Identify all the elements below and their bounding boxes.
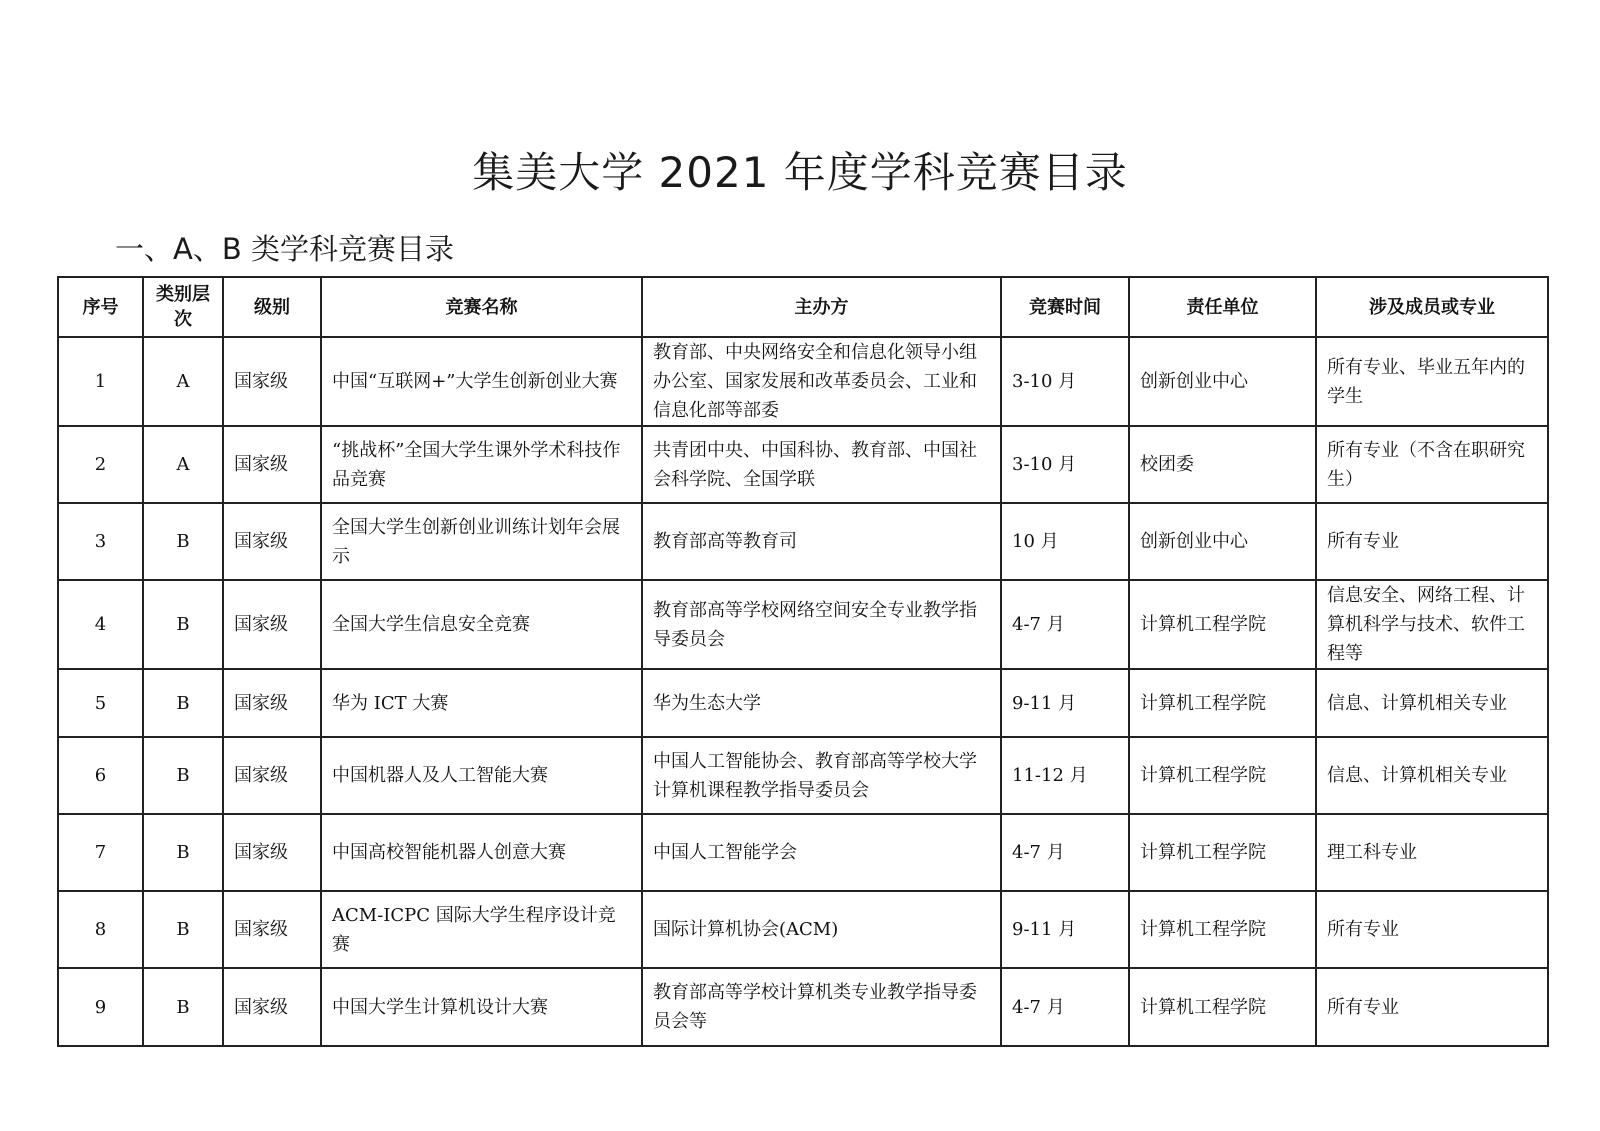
cell-time: 4-7 月 bbox=[1001, 580, 1129, 669]
competition-table bbox=[57, 276, 1549, 1047]
cell-time: 4-7 月 bbox=[1001, 814, 1129, 891]
cell-level: 国家级 bbox=[223, 814, 321, 891]
cell-level: 国家级 bbox=[223, 669, 321, 737]
table-header-row bbox=[58, 277, 1548, 337]
cell-organizer: 共青团中央、中国科协、教育部、中国社会科学院、全国学联 bbox=[642, 426, 1001, 503]
cell-time: 9-11 月 bbox=[1001, 669, 1129, 737]
cell-index: 2 bbox=[58, 426, 143, 503]
cell-time: 9-11 月 bbox=[1001, 891, 1129, 968]
cell-index: 3 bbox=[58, 503, 143, 580]
cell-time: 3-10 月 bbox=[1001, 337, 1129, 426]
cell-participants: 所有专业、毕业五年内的学生 bbox=[1316, 337, 1548, 426]
table-row bbox=[58, 814, 1548, 891]
cell-category: B bbox=[143, 891, 223, 968]
cell-index: 6 bbox=[58, 737, 143, 814]
table-row bbox=[58, 580, 1548, 669]
cell-responsible-unit: 计算机工程学院 bbox=[1129, 968, 1316, 1046]
header-organizer: 主办方 bbox=[642, 277, 1001, 337]
cell-level: 国家级 bbox=[223, 426, 321, 503]
cell-time: 11-12 月 bbox=[1001, 737, 1129, 814]
section-heading: 一、A、B 类学科竞赛目录 bbox=[115, 232, 454, 266]
table-row bbox=[58, 337, 1548, 426]
cell-category: B bbox=[143, 503, 223, 580]
cell-competition-name: 华为 ICT 大赛 bbox=[321, 669, 642, 737]
cell-participants: 信息、计算机相关专业 bbox=[1316, 669, 1548, 737]
cell-competition-name: 中国“互联网+”大学生创新创业大赛 bbox=[321, 337, 642, 426]
cell-participants: 信息、计算机相关专业 bbox=[1316, 737, 1548, 814]
cell-participants: 所有专业 bbox=[1316, 503, 1548, 580]
cell-participants: 信息安全、网络工程、计算机科学与技术、软件工程等 bbox=[1316, 580, 1548, 669]
cell-level: 国家级 bbox=[223, 968, 321, 1046]
table-row bbox=[58, 737, 1548, 814]
cell-index: 5 bbox=[58, 669, 143, 737]
cell-competition-name: 全国大学生信息安全竞赛 bbox=[321, 580, 642, 669]
cell-competition-name: 中国高校智能机器人创意大赛 bbox=[321, 814, 642, 891]
cell-organizer: 教育部高等学校计算机类专业教学指导委员会等 bbox=[642, 968, 1001, 1046]
cell-participants: 理工科专业 bbox=[1316, 814, 1548, 891]
cell-category: B bbox=[143, 669, 223, 737]
cell-competition-name: 中国大学生计算机设计大赛 bbox=[321, 968, 642, 1046]
cell-responsible-unit: 创新创业中心 bbox=[1129, 503, 1316, 580]
cell-organizer: 华为生态大学 bbox=[642, 669, 1001, 737]
cell-participants: 所有专业 bbox=[1316, 891, 1548, 968]
cell-time: 4-7 月 bbox=[1001, 968, 1129, 1046]
cell-level: 国家级 bbox=[223, 737, 321, 814]
cell-index: 7 bbox=[58, 814, 143, 891]
cell-responsible-unit: 计算机工程学院 bbox=[1129, 737, 1316, 814]
header-responsible-unit: 责任单位 bbox=[1129, 277, 1316, 337]
table-row bbox=[58, 968, 1548, 1046]
cell-index: 4 bbox=[58, 580, 143, 669]
cell-organizer: 中国人工智能学会 bbox=[642, 814, 1001, 891]
cell-index: 8 bbox=[58, 891, 143, 968]
cell-organizer: 教育部高等学校网络空间安全专业教学指导委员会 bbox=[642, 580, 1001, 669]
cell-organizer: 教育部高等教育司 bbox=[642, 503, 1001, 580]
cell-time: 10 月 bbox=[1001, 503, 1129, 580]
cell-time: 3-10 月 bbox=[1001, 426, 1129, 503]
cell-competition-name: “挑战杯”全国大学生课外学术科技作品竞赛 bbox=[321, 426, 642, 503]
cell-level: 国家级 bbox=[223, 503, 321, 580]
cell-category: B bbox=[143, 737, 223, 814]
cell-index: 9 bbox=[58, 968, 143, 1046]
header-index: 序号 bbox=[58, 277, 143, 337]
cell-organizer: 教育部、中央网络安全和信息化领导小组办公室、国家发展和改革委员会、工业和信息化部等部委 bbox=[642, 337, 1001, 426]
cell-responsible-unit: 计算机工程学院 bbox=[1129, 580, 1316, 669]
cell-responsible-unit: 计算机工程学院 bbox=[1129, 669, 1316, 737]
document-title: 集美大学 2021 年度学科竞赛目录 bbox=[472, 148, 1128, 197]
cell-category: A bbox=[143, 337, 223, 426]
cell-responsible-unit: 计算机工程学院 bbox=[1129, 814, 1316, 891]
cell-organizer: 中国人工智能协会、教育部高等学校大学计算机课程教学指导委员会 bbox=[642, 737, 1001, 814]
table-row bbox=[58, 503, 1548, 580]
cell-category: B bbox=[143, 814, 223, 891]
cell-category: B bbox=[143, 580, 223, 669]
header-competition-name: 竞赛名称 bbox=[321, 277, 642, 337]
header-level: 级别 bbox=[223, 277, 321, 337]
table-row bbox=[58, 669, 1548, 737]
cell-responsible-unit: 创新创业中心 bbox=[1129, 337, 1316, 426]
cell-participants: 所有专业（不含在职研究生） bbox=[1316, 426, 1548, 503]
cell-organizer: 国际计算机协会(ACM) bbox=[642, 891, 1001, 968]
cell-level: 国家级 bbox=[223, 337, 321, 426]
cell-responsible-unit: 计算机工程学院 bbox=[1129, 891, 1316, 968]
table-row bbox=[58, 426, 1548, 503]
cell-category: B bbox=[143, 968, 223, 1046]
cell-competition-name: 中国机器人及人工智能大赛 bbox=[321, 737, 642, 814]
cell-level: 国家级 bbox=[223, 891, 321, 968]
header-category: 类别层次 bbox=[143, 277, 223, 337]
cell-participants: 所有专业 bbox=[1316, 968, 1548, 1046]
cell-competition-name: ACM-ICPC 国际大学生程序设计竞赛 bbox=[321, 891, 642, 968]
header-participants: 涉及成员或专业 bbox=[1316, 277, 1548, 337]
cell-category: A bbox=[143, 426, 223, 503]
cell-responsible-unit: 校团委 bbox=[1129, 426, 1316, 503]
cell-index: 1 bbox=[58, 337, 143, 426]
table-row bbox=[58, 891, 1548, 968]
header-time: 竞赛时间 bbox=[1001, 277, 1129, 337]
cell-competition-name: 全国大学生创新创业训练计划年会展示 bbox=[321, 503, 642, 580]
cell-level: 国家级 bbox=[223, 580, 321, 669]
